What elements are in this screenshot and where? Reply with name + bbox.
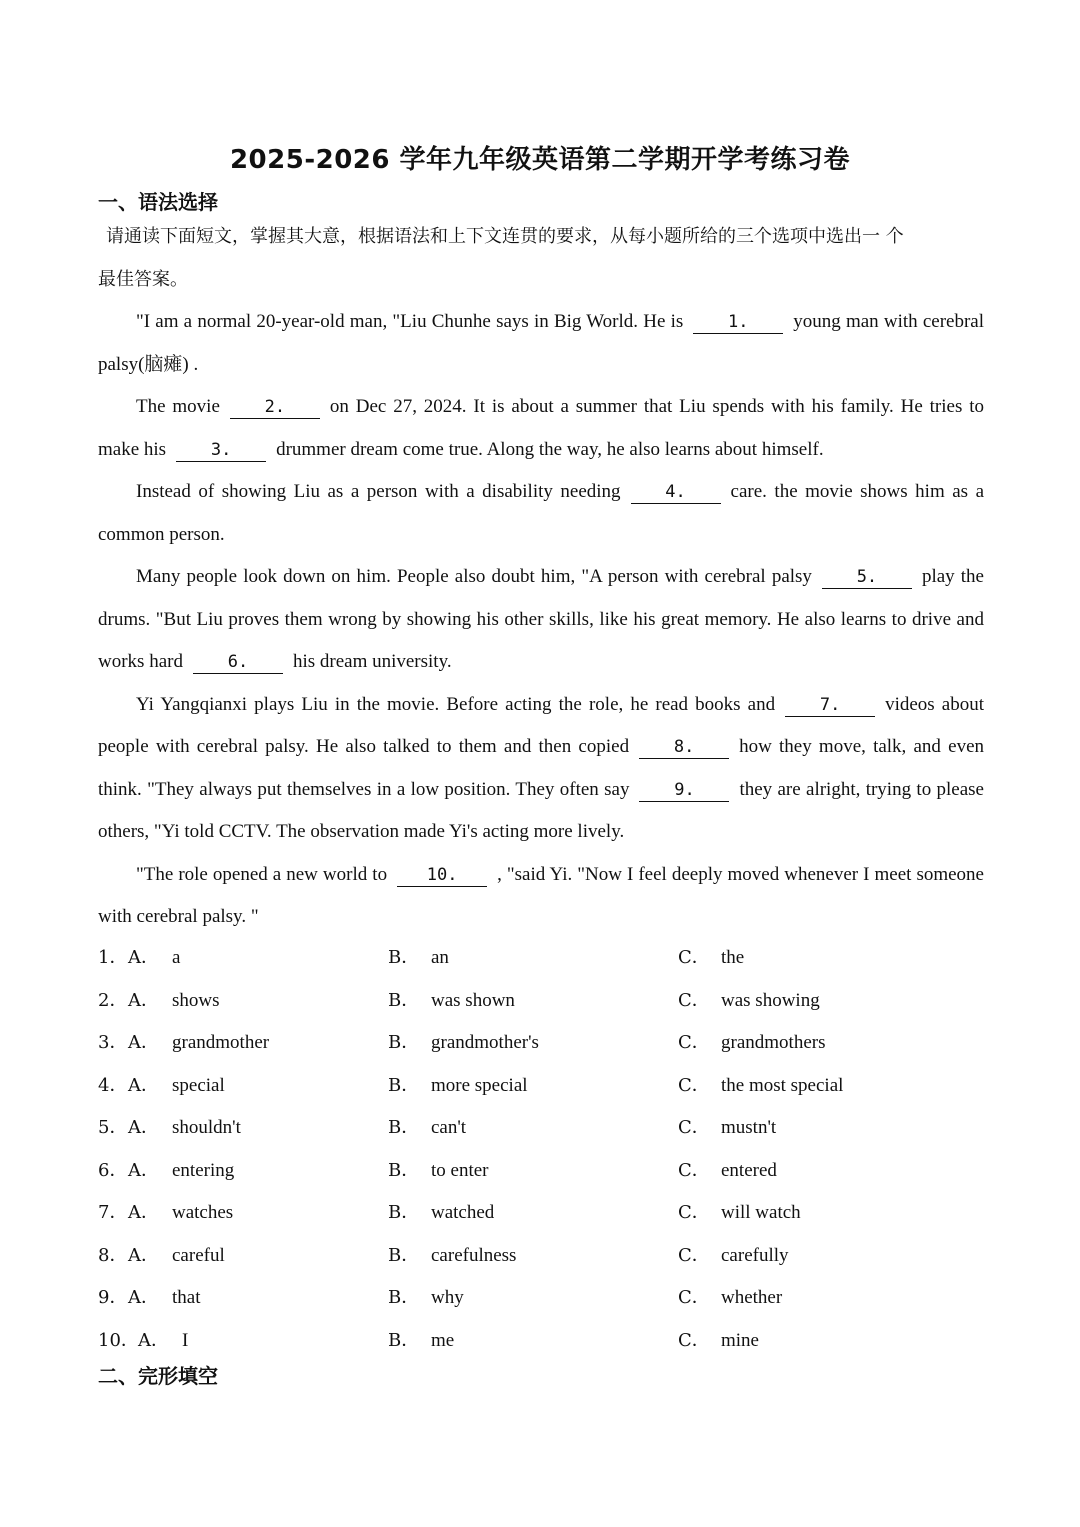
section-heading-cloze: 二、完形填空 [98, 1364, 218, 1388]
option-b: B． to enter [388, 1159, 489, 1181]
option-c: C． the [678, 947, 745, 968]
option-b: B． grandmother's [388, 1032, 539, 1053]
option-c: C． was showing [678, 989, 820, 1011]
page-title: 2025-2026 学年九年级英语第二学期开学考练习卷 [229, 145, 851, 175]
option-c: C． entered [678, 1159, 777, 1181]
blank-8: 8. [639, 736, 729, 759]
option-c: C． carefully [678, 1244, 789, 1266]
question-row-9 [98, 1277, 984, 1320]
option-b: B． carefulness [388, 1244, 517, 1266]
question-row-1 [98, 937, 984, 980]
option-a: A． shows [128, 989, 220, 1011]
option-c: C． the most special [678, 1074, 844, 1096]
question-row-7 [98, 1192, 984, 1235]
question-row-2 [98, 980, 984, 1023]
option-c: C． whether [678, 1287, 783, 1308]
option-a: A． grandmother [128, 1032, 270, 1053]
option-c: C． grandmothers [678, 1032, 826, 1053]
passage-paragraph-5: Yi Yangqianxi plays Liu in the movie. Before acting the role, he read books and 7. videos about people with cerebral palsy. He also talked to them and then copied 8. how they move, talk, and even think. "They always put themselves in a low position. They often say 9. they are alright, trying to please others, "Yi told CCTV. The observation made Yi's acting more lively. [98, 693, 984, 842]
option-a: A． careful [128, 1244, 225, 1266]
option-c: C． mine [678, 1329, 759, 1351]
reading-passage [98, 301, 984, 939]
question-number: 1． [98, 947, 128, 968]
blank-3: 3. [176, 439, 266, 462]
blank-9: 9. [639, 779, 729, 802]
option-a: A． shouldn't [128, 1117, 241, 1138]
option-c: C． mustn't [678, 1117, 777, 1138]
option-b: B． more special [388, 1074, 528, 1096]
blank-10: 10. [397, 864, 487, 887]
section-instructions [98, 216, 984, 301]
option-a: A． entering [128, 1159, 235, 1181]
blank-6: 6. [193, 651, 283, 674]
passage-paragraph-6: "The role opened a new world to 10. , "said Yi. "Now I feel deeply moved whenever I meet someone with cerebral palsy. " [98, 863, 984, 927]
blank-5: 5. [822, 566, 912, 589]
question-number: 8． [98, 1244, 128, 1266]
question-number: 5． [98, 1117, 128, 1138]
option-b: B． why [388, 1287, 464, 1308]
blank-2: 2. [230, 396, 320, 419]
question-number: 7． [98, 1202, 128, 1223]
option-a: A． I [138, 1329, 189, 1351]
option-a: A． that [128, 1287, 201, 1308]
blank-1: 1. [693, 311, 783, 334]
question-number: 2． [98, 989, 128, 1011]
question-row-6 [98, 1150, 984, 1193]
question-row-10 [98, 1320, 984, 1363]
option-b: B． an [388, 947, 449, 968]
option-a: A． watches [128, 1202, 234, 1223]
passage-paragraph-1: "I am a normal 20-year-old man, "Liu Chunhe says in Big World. He is 1. young man with cerebral palsy(脑瘫) . [98, 311, 984, 375]
option-c: C． will watch [678, 1202, 801, 1223]
option-b: B． was shown [388, 989, 515, 1011]
question-number: 9． [98, 1287, 128, 1308]
question-row-3 [98, 1022, 984, 1065]
question-number: 10． [98, 1329, 139, 1351]
option-b: B． can't [388, 1117, 467, 1138]
question-options-list [98, 937, 984, 1362]
blank-4: 4. [631, 481, 721, 504]
question-number: 6． [98, 1159, 128, 1181]
blank-7: 7. [785, 694, 875, 717]
option-b: B． watched [388, 1202, 495, 1223]
passage-paragraph-3: Instead of showing Liu as a person with a disability needing 4. care. the movie shows him as a common person. [98, 481, 984, 545]
question-row-5 [98, 1107, 984, 1150]
passage-paragraph-2: The movie 2. on Dec 27, 2024. It is about a summer that Liu spends with his family. He tries to make his 3. drummer dream come true. Along the way, he also learns about himself. [98, 396, 984, 460]
option-a: A． a [128, 947, 181, 968]
question-number: 3． [98, 1032, 128, 1053]
option-a: A． special [128, 1074, 225, 1096]
passage-paragraph-4: Many people look down on him. People also doubt him, "A person with cerebral palsy 5. play the drums. "But Liu proves them wrong by showing his other skills, like his great memory. He also learns to drive and works hard 6. his dream university. [98, 566, 984, 672]
section-heading-grammar: 一、语法选择 [98, 190, 218, 214]
question-row-4 [98, 1065, 984, 1108]
instructions-line-1: 请通读下面短文，掌握其大意，根据语法和上下文连贯的要求，从每小题所给的三个选项中选出一 个 [106, 226, 904, 247]
instructions-line-2: 最佳答案。 [98, 268, 188, 290]
option-b: B． me [388, 1329, 455, 1351]
question-number: 4． [98, 1074, 128, 1096]
question-row-8 [98, 1235, 984, 1278]
